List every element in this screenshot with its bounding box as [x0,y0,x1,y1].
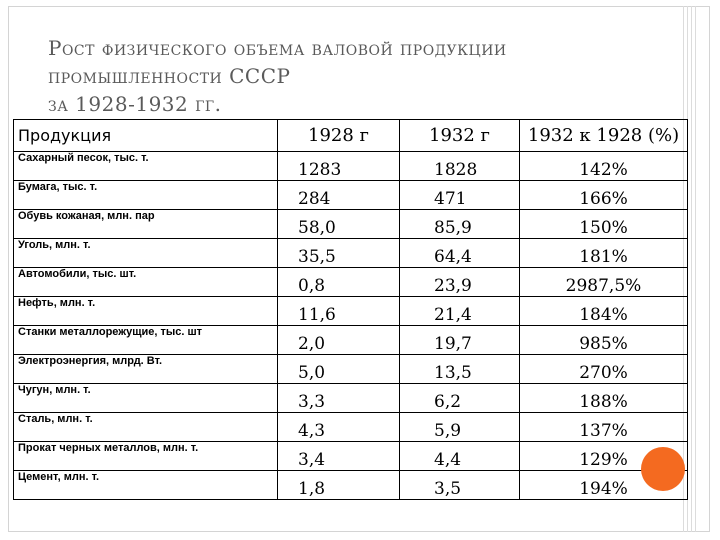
value-ratio: 184% [520,297,688,326]
value-ratio: 142% [520,152,688,181]
value-ratio: 166% [520,181,688,210]
value-ratio: 181% [520,239,688,268]
header-product: Продукция [14,120,278,152]
product-name: Сахарный песок, тыс. т. [14,152,278,181]
product-name: Станки металлорежущие, тыс. шт [14,326,278,355]
value-1928: 0,8 [278,268,400,297]
value-1932: 23,9 [400,268,520,297]
table-row [14,413,688,442]
value-1932: 64,4 [400,239,520,268]
value-1928: 35,5 [278,239,400,268]
table-row [14,471,688,500]
value-ratio: 188% [520,384,688,413]
value-ratio: 270% [520,355,688,384]
table-row [14,210,688,239]
value-1928: 5,0 [278,355,400,384]
header-1932: 1932 г [400,120,520,152]
table-row [14,181,688,210]
value-1928: 3,3 [278,384,400,413]
value-1932: 471 [400,181,520,210]
table-row [14,152,688,181]
value-1928: 4,3 [278,413,400,442]
header-1928: 1928 г [278,120,400,152]
product-name: Цемент, млн. т. [14,471,278,500]
value-1928: 3,4 [278,442,400,471]
value-ratio: 129% [520,442,688,471]
table-header-row [14,120,688,152]
value-1932: 4,4 [400,442,520,471]
value-1932: 5,9 [400,413,520,442]
orange-circle-icon [641,447,685,491]
product-name: Уголь, млн. т. [14,239,278,268]
table-row [14,239,688,268]
product-name: Сталь, млн. т. [14,413,278,442]
table-row [14,355,688,384]
value-ratio: 2987,5% [520,268,688,297]
table-row [14,268,688,297]
value-1932: 85,9 [400,210,520,239]
table-row [14,297,688,326]
title-line-2: промышленности СССР [48,64,291,88]
value-1932: 19,7 [400,326,520,355]
value-1932: 1828 [400,152,520,181]
product-name: Бумага, тыс. т. [14,181,278,210]
page-title [48,34,668,118]
value-1932: 21,4 [400,297,520,326]
value-ratio: 985% [520,326,688,355]
value-1928: 1283 [278,152,400,181]
header-ratio: 1932 к 1928 (%) [520,120,688,152]
value-1928: 284 [278,181,400,210]
product-name: Автомобили, тыс. шт. [14,268,278,297]
table-row [14,384,688,413]
product-name: Обувь кожаная, млн. пар [14,210,278,239]
value-1928: 2,0 [278,326,400,355]
value-1932: 3,5 [400,471,520,500]
value-ratio: 150% [520,210,688,239]
value-ratio: 137% [520,413,688,442]
value-1932: 13,5 [400,355,520,384]
title-line-1: Рост физического объема валовой продукции [48,36,507,60]
table-row [14,442,688,471]
value-1928: 1,8 [278,471,400,500]
product-name: Электроэнергия, млрд. Вт. [14,355,278,384]
product-name: Прокат черных металлов, млн. т. [14,442,278,471]
value-1928: 11,6 [278,297,400,326]
value-1928: 58,0 [278,210,400,239]
title-line-3: за 1928-1932 гг. [48,92,222,116]
table-row [14,326,688,355]
production-table [13,119,688,500]
product-name: Нефть, млн. т. [14,297,278,326]
value-ratio: 194% [520,471,688,500]
product-name: Чугун, млн. т. [14,384,278,413]
value-1932: 6,2 [400,384,520,413]
